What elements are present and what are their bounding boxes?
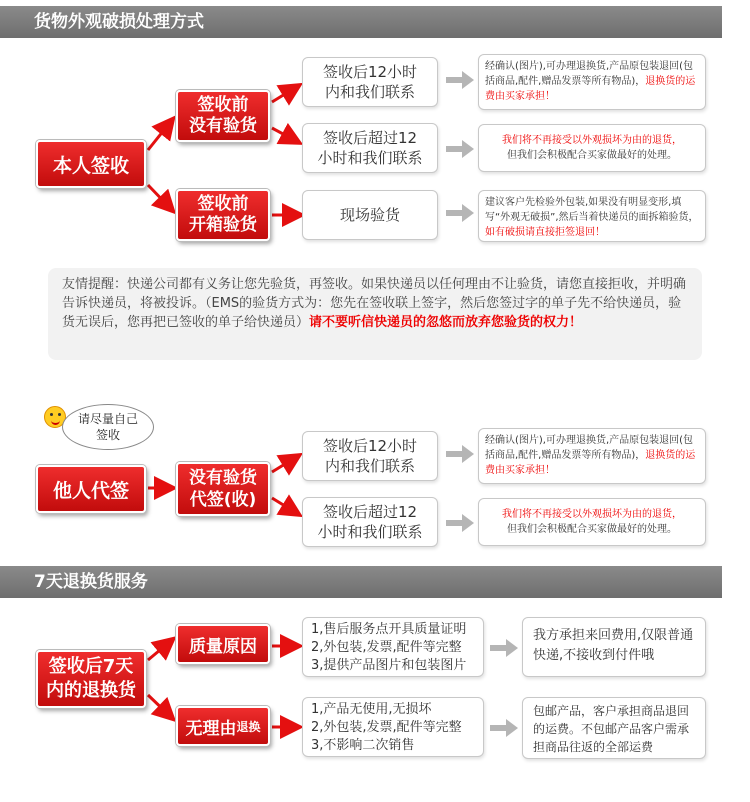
arrow-seven-to-noreason [148,695,172,718]
list-item: 1,产品无使用,无损坏 [311,702,432,717]
note-return-box: 经确认(图片),可办理退换货,产品原包装退回(包括商品,配件,赠品发票等所有物品)，退换货的运费由买家承担！ [478,54,706,110]
no-reason-shipping-note: 包邮产品，客户承担商品退回的运费。不包邮产品客户需承担商品往返的全部运费 [522,697,706,759]
over-12h-box: 签收后超过12 小时和我们联系 [302,123,438,173]
no-reason-label: 无理由 退换 [176,706,270,746]
proxy-over-12h-box: 签收后超过12 小时和我们联系 [302,497,438,547]
self-sign-label: 本人签收 [36,140,146,188]
arrow-self-to-open-inspect [148,185,172,210]
arrow-no-inspect-to-contact [272,86,298,102]
list-item: 3,不影响二次销售 [311,738,415,753]
friendly-reminder: 友情提醒：快递公司都有义务让您先验货，再签收。如果快递员以任何理由不让验货，请您直接拒收，并明确告诉快递员，将被投诉。（EMS的验货方式为：您先在签收联上签字，然后您签过字的单子先不给快递员，验货无误后，您再把已签收的单子给快递员）请不要听信快递员的忽悠而放弃您验货的权力！ [48,268,702,360]
list-item: 1,售后服务点开具质量证明 [311,622,467,637]
speech-bubble: 请尽量自己 签收 [62,404,154,450]
list-item: 2,外包装,发票,配件等完整 [311,640,462,655]
no-inspect-proxy-label: 没有验货 代签(收) [176,462,270,516]
note-no-accept-box: 我们将不再接受以外观损坏为由的退货， 但我们会积极配合买家做最好的处理。 [478,124,706,172]
quality-shipping-note: 我方承担来回费用,仅限普通快递,不接收到付件哦 [522,617,706,677]
no-inspect-label: 签收前 没有验货 [176,90,270,142]
other-sign-label: 他人代签 [36,465,146,513]
arrow-seven-to-quality [148,640,172,660]
proxy-note-return-box: 经确认(图片),可办理退换货,产品原包装退回(包括商品,配件,赠品发票等所有物品)，退换货的运费由买家承担！ [478,428,706,484]
onsite-inspect-box: 现场验货 [302,190,438,240]
proxy-note-no-accept-box: 我们将不再接受以外观损坏为由的退货， 但我们会积极配合买家做最好的处理。 [478,498,706,546]
arrow-proxy-to-contact [272,456,298,472]
proxy-contact-within-12h-box: 签收后12小时 内和我们联系 [302,431,438,481]
note-suggest-box: 建议客户先检验外包装,如果没有明显变形,填写“外观无破损”,然后当着快递员的面拆箱验货，如有破损请直接拒签退回！ [478,190,706,242]
seven-day-label: 签收后7天 内的退换货 [36,650,146,708]
open-inspect-label: 签收前 开箱验货 [176,189,270,241]
list-item: 2,外包装,发票,配件等完整 [311,720,462,735]
quality-reason-label: 质量原因 [176,624,270,664]
section-title-7day: 7天退换货服务 [0,566,722,598]
section-title-damage: 货物外观破损处理方式 [0,6,722,38]
arrow-proxy-to-over12 [272,498,298,514]
arrow-self-to-no-inspect [148,120,172,150]
list-item: 3,提供产品图片和包装图片 [311,658,467,673]
no-reason-requirements-list [302,697,484,757]
quality-requirements-list [302,617,484,677]
arrow-no-inspect-to-over12 [272,128,298,142]
contact-within-12h-box: 签收后12小时 内和我们联系 [302,57,438,107]
